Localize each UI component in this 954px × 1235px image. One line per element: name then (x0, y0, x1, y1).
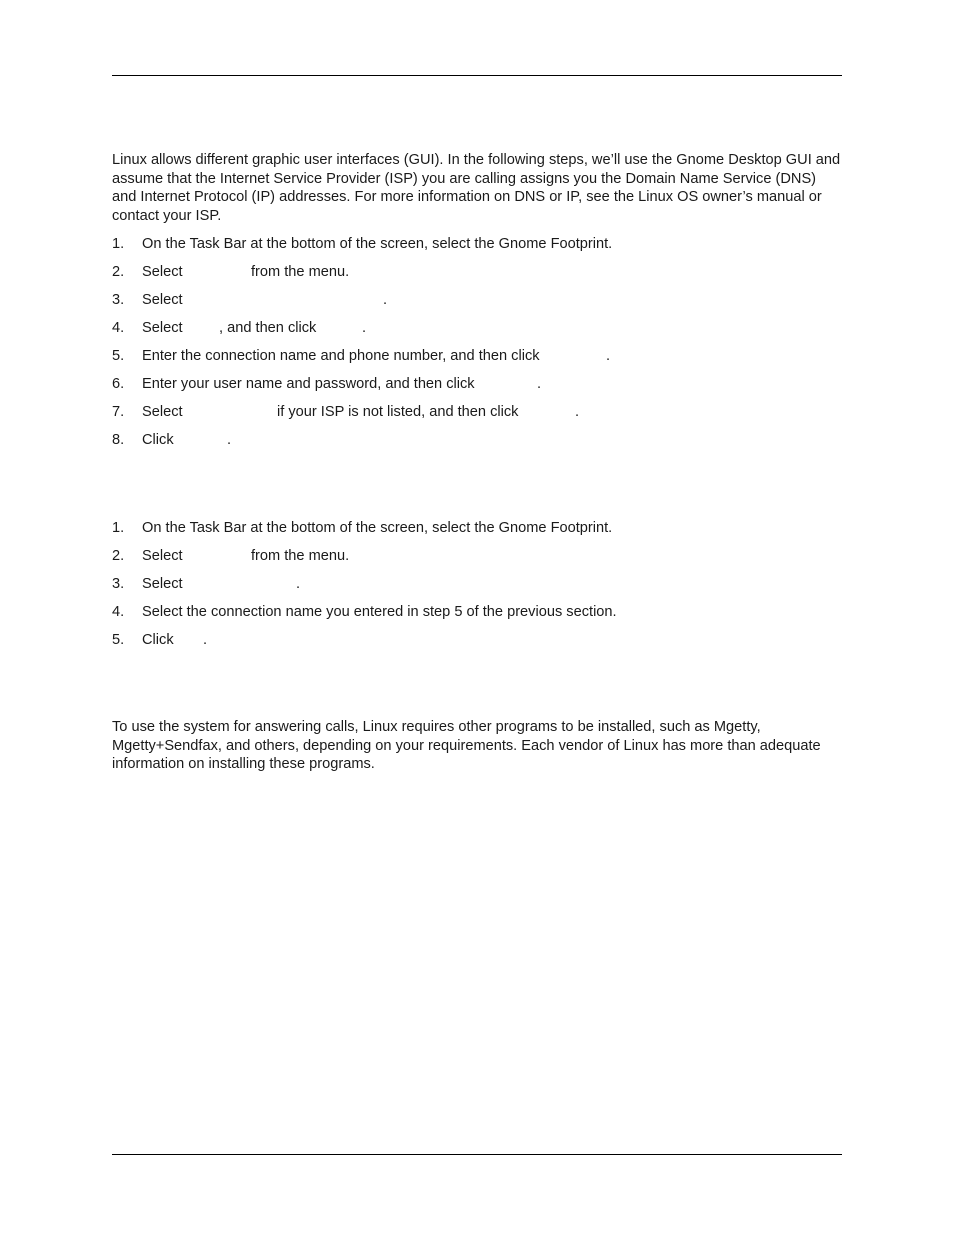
step-text: Click (142, 632, 174, 648)
list-item (112, 603, 842, 631)
connect-steps-list (112, 519, 842, 659)
step-text: . (227, 432, 232, 448)
list-item (112, 235, 842, 263)
step-text: On the Task Bar at the bottom of the screen, select the Gnome Footprint. (142, 236, 613, 252)
step-text: Select (142, 548, 183, 564)
step-number: 1. (112, 520, 125, 536)
list-item (112, 519, 842, 547)
step-text: Enter your user name and password, and then click (142, 376, 475, 392)
list-item (112, 403, 842, 431)
step-text: . (383, 292, 388, 308)
list-item (112, 431, 842, 459)
footer-rule (112, 1154, 842, 1155)
list-item (112, 263, 842, 291)
step-text: if your ISP is not listed, and then click (277, 404, 519, 420)
list-item (112, 631, 842, 659)
step-text: from the menu. (251, 264, 350, 280)
step-text: . (606, 348, 611, 364)
step-text: Select (142, 576, 183, 592)
step-number: 2. (112, 548, 125, 564)
list-item (112, 319, 842, 347)
step-number: 3. (112, 576, 125, 592)
step-text: . (537, 376, 542, 392)
step-number: 6. (112, 376, 125, 392)
step-text: , and then click (219, 320, 317, 336)
outro-paragraph: To use the system for answering calls, Linux requires other programs to be installed, such as Mgetty, Mgetty+Sendfax, and others, depending on your requirements. Each vendor of Linux has more than adequate information on installing these programs. (112, 719, 821, 773)
step-number: 2. (112, 264, 125, 280)
step-text: from the menu. (251, 548, 350, 564)
list-item (112, 291, 842, 319)
step-number: 5. (112, 348, 125, 364)
step-text: On the Task Bar at the bottom of the screen, select the Gnome Footprint. (142, 520, 613, 536)
list-item (112, 547, 842, 575)
step-text: Enter the connection name and phone number, and then click (142, 348, 540, 364)
step-text: . (203, 632, 208, 648)
step-text: Select the connection name you entered in step 5 of the previous section. (142, 604, 617, 620)
step-text: Select (142, 264, 183, 280)
list-item (112, 575, 842, 603)
step-number: 5. (112, 632, 125, 648)
step-text: . (296, 576, 301, 592)
list-item (112, 347, 842, 375)
step-number: 8. (112, 432, 125, 448)
step-text: . (362, 320, 367, 336)
step-text: Select (142, 404, 183, 420)
intro-paragraph: Linux allows different graphic user interfaces (GUI). In the following steps, we’ll use the Gnome Desktop GUI and assume that the Internet Service Provider (ISP) you are calling assigns you the Domain Name Service (DNS) and Internet Protocol (IP) addresses. For more information on DNS or IP, see the Linux OS owner’s manual or contact your ISP. (112, 152, 841, 224)
step-number: 4. (112, 320, 125, 336)
header-rule (112, 75, 842, 76)
step-text: Click (142, 432, 174, 448)
step-number: 3. (112, 292, 125, 308)
step-text: . (575, 404, 580, 420)
step-text: Select (142, 320, 183, 336)
step-number: 7. (112, 404, 125, 420)
list-item (112, 375, 842, 403)
step-number: 1. (112, 236, 125, 252)
step-text: Select (142, 292, 183, 308)
setup-steps-list (112, 235, 842, 459)
step-number: 4. (112, 604, 125, 620)
